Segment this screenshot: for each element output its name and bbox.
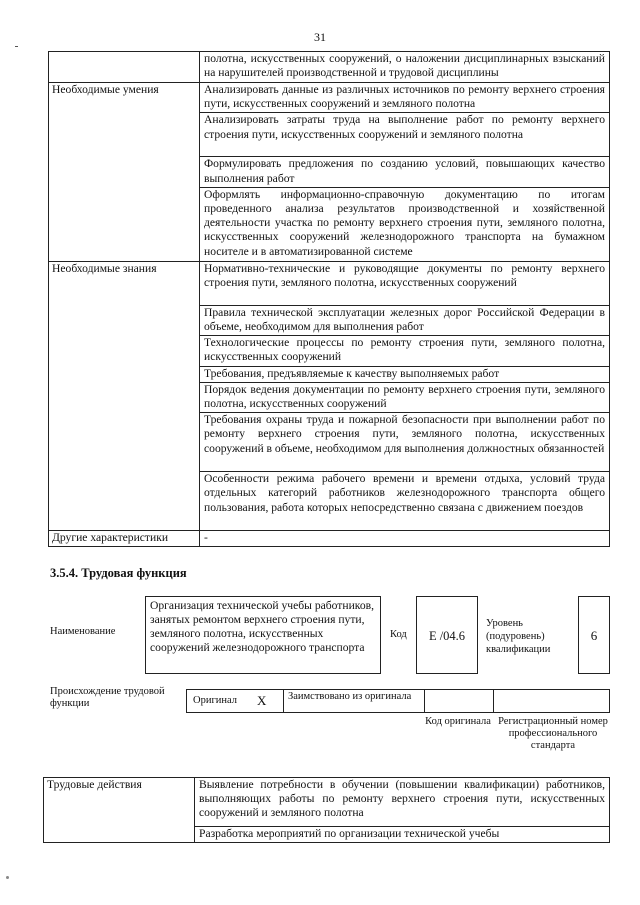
page-number: 31 bbox=[314, 30, 326, 44]
borrowed-label: Заимствовано из оригинала bbox=[288, 691, 412, 702]
table-row bbox=[44, 778, 610, 827]
qualification-level-label: Уровень (подуровень) квалификации bbox=[486, 618, 551, 655]
table-row bbox=[49, 83, 610, 113]
row-text: Нормативно-технические и руководящие документы по ремонту верхнего строения пути, земляного полотна, искусственных сооружений bbox=[200, 261, 610, 305]
row-text: Выявление потребности в обучении (повышении квалификации) работников, выполняющих работы по ремонту верхнего строения пути, искусственных сооружений и земляного полотна bbox=[195, 778, 610, 827]
code-original-caption: Код оригинала bbox=[425, 716, 491, 727]
row-text: Порядок ведения документации по ремонту верхнего строения пути, земляного полотна, искусственных сооружений bbox=[200, 382, 610, 412]
row-label bbox=[49, 52, 200, 83]
origin-row bbox=[186, 689, 610, 713]
row-text: Требования охраны труда и пожарной безопасности при выполнении работ по ремонту верхнего строения пути, земляного полотна, искусственных сооружений в объеме, необходимом для выполнения должностных обязанностей bbox=[200, 413, 610, 472]
skills-knowledge-table bbox=[48, 51, 610, 547]
row-text: Формулировать предложения по созданию условий, повышающих качество выполнения работ bbox=[200, 157, 610, 187]
row-text: - bbox=[200, 531, 610, 547]
row-text: Разработка мероприятий по организации технической учебы bbox=[195, 827, 610, 843]
table-row bbox=[49, 531, 610, 547]
function-name-box: Организация технической учебы работников, занятых ремонтом верхнего строения пути, земляного полотна, искусственных сооружений железнодорожного транспорта bbox=[145, 596, 381, 674]
original-mark: X bbox=[257, 693, 267, 708]
reg-number-caption: Регистрационный номер профессионального стандарта bbox=[498, 716, 608, 751]
work-actions-table bbox=[43, 777, 610, 843]
row-text: Технологические процессы по ремонту строения пути, земляного полотна, искусственных сооружений bbox=[200, 336, 610, 366]
qualification-level-box: 6 bbox=[578, 596, 610, 674]
original-cell bbox=[186, 689, 284, 713]
row-label-knowledge: Необходимые знания bbox=[49, 261, 200, 530]
row-text: Требования, предъявляемые к качеству выполняемых работ bbox=[200, 366, 610, 382]
name-label: Наименование bbox=[50, 626, 116, 637]
scan-dot bbox=[6, 876, 9, 879]
original-label: Оригинал bbox=[193, 695, 237, 706]
origin-label: Происхождение трудовой функции bbox=[50, 686, 165, 709]
table-row bbox=[49, 261, 610, 305]
code-label: Код bbox=[390, 629, 407, 640]
row-text: Анализировать данные из различных источников по ремонту верхнего строения пути, искусственных сооружений и земляного полотна bbox=[200, 83, 610, 113]
row-text: Правила технической эксплуатации железных дорог Российской Федерации в объеме, необходимом для выполнения работ bbox=[200, 305, 610, 335]
code-original-cell bbox=[424, 689, 494, 713]
row-text: полотна, искусственных сооружений, о наложении дисциплинарных взысканий на нарушителей производственной и трудовой дисциплины bbox=[200, 52, 610, 83]
section-title: 3.5.4. Трудовая функция bbox=[50, 566, 187, 580]
row-label-skills: Необходимые умения bbox=[49, 83, 200, 262]
table-row bbox=[49, 52, 610, 83]
reg-number-cell bbox=[493, 689, 610, 713]
row-text: Особенности режима рабочего времени и времени отдыха, условий труда отдельных категорий работников железнодорожного транспорта общего пользования, работа которых непосредственно связана с движением поездов bbox=[200, 472, 610, 531]
row-text: Оформлять информационно-справочную документацию по итогам проведенного анализа результатов производственной и хозяйственной деятельности участка по ремонту верхнего строения пути, земляного полотна, искусственных сооружений железнодорожного транспорта на бумажном носителе и в автоматизированной системе bbox=[200, 187, 610, 261]
scan-mark bbox=[15, 46, 18, 47]
row-text: Анализировать затраты труда на выполнение работ по ремонту верхнего строения пути, искусственных сооружений и земляного полотна bbox=[200, 113, 610, 157]
row-label-other: Другие характеристики bbox=[49, 531, 200, 547]
borrowed-cell bbox=[283, 689, 425, 713]
function-code-box: Е /04.6 bbox=[416, 596, 478, 674]
row-label-actions: Трудовые действия bbox=[44, 778, 195, 843]
